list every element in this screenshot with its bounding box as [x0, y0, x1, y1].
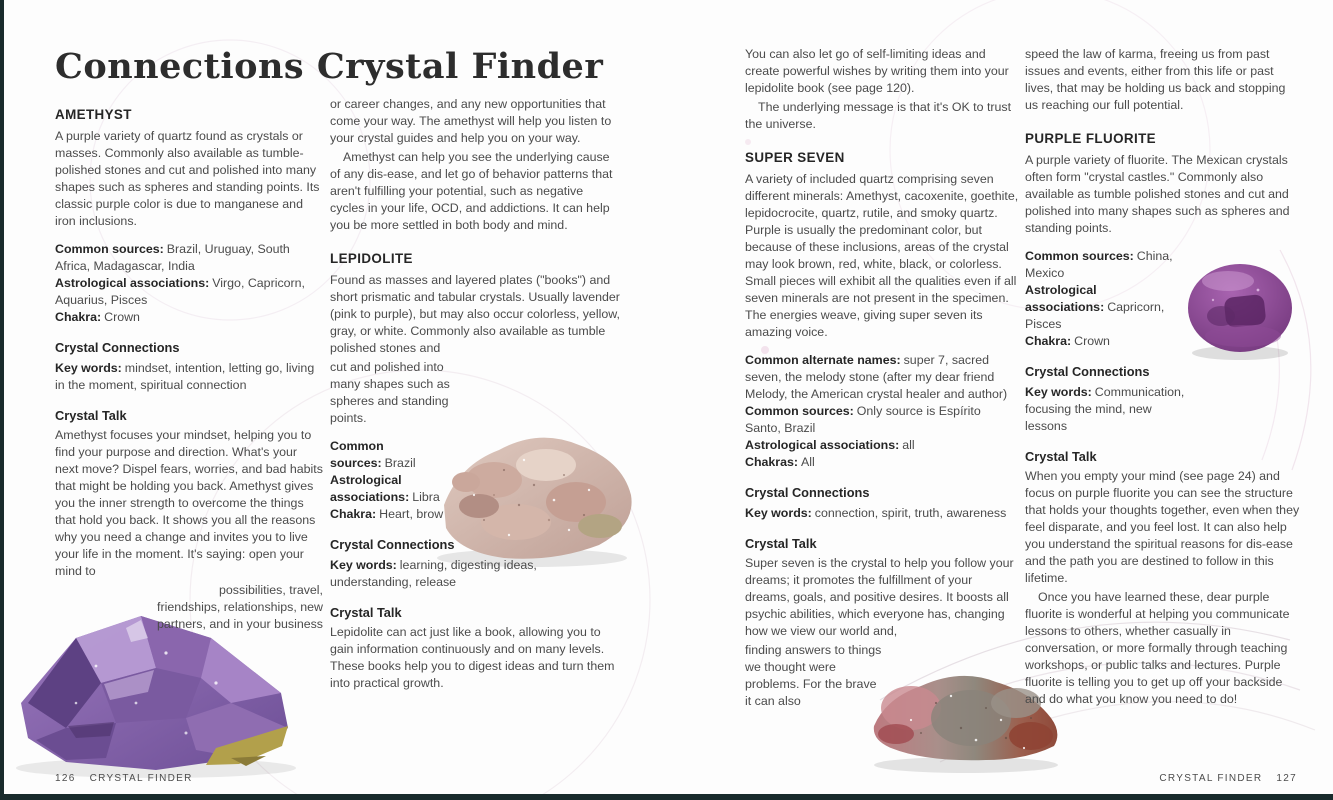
super-seven-intro: A variety of included quartz comprising seven different minerals: Amethyst, cacoxenite, goethite, lepidocrocite, quartz, rutile, and smoky quartz. Purple is usually the predominant color, but because of these inclusions, areas of the crystal may look brown, red, white, black, or colorless. Small pieces will exhibit all the qualities even if all seven minerals are not present in the specimen. The energies weave, giving super seven its amazing voice.	[745, 172, 1019, 340]
running-head-left: CRYSTAL FINDER	[89, 773, 193, 784]
left-page-column-2	[330, 96, 620, 694]
super-seven-alternate-names: Common alternate names: super 7, sacred seven, the melody stone (after my dear friend Melody, the American crystal healer and author)	[745, 353, 1008, 402]
super-seven-meta	[745, 352, 1019, 471]
amethyst-intro: A purple variety of quartz found as crystals or masses. Commonly also available as tumble-polished stones and cut and polished into many shapes such as spheres and standing points. Its classic purple color is due to manganese and iron inclusions.	[55, 129, 320, 229]
amethyst-chakra: Chakra: Crown	[55, 310, 140, 325]
lepidolite-astrological-associations: Astrological associations: Libra	[330, 473, 440, 505]
amethyst-talk-paragraph: Amethyst focuses your mindset, helping you to find your purpose and direction. What's your next move? Dispel fears, worries, and bad habits that might be holding you back. Amethyst gives you the inner strength to overcome the things that hold you back. It shows you all the reasons why you need a change and invites you to live your life in the moment. It's saying: open your mind to	[55, 428, 323, 579]
amethyst-talk-continued: or career changes, and any new opportunities that come your way. The amethyst will help you listen to your crystal guides and help you on your way.	[330, 97, 612, 145]
super-seven-astrological-associations: Astrological associations: all	[745, 438, 915, 453]
purple-fluorite-chakra: Chakra: Crown	[1025, 334, 1110, 349]
super-seven-talk-wrapped-tail: finding answers to things we thought were problems. For the brave it can also	[745, 642, 882, 708]
super-seven-common-sources: Common sources: Only source is Espírito Santo, Brazil	[745, 404, 981, 436]
purple-fluorite-crystal-talk-heading: Crystal Talk	[1025, 448, 1097, 464]
amethyst-key-words: Key words: mindset, intention, letting go, living in the moment, spiritual connection	[55, 360, 315, 392]
lepidolite-talk-continued-2: The underlying message is that it's OK to trust the universe.	[745, 99, 1012, 131]
amethyst-astrological-associations: Astrological associations: Virgo, Capricorn, Aquarius, Pisces	[55, 276, 305, 308]
amethyst-common-sources: Common sources: Brazil, Uruguay, South Africa, Madagascar, India	[55, 242, 290, 274]
purple-fluorite-common-sources: Common sources: China, Mexico	[1025, 249, 1173, 281]
super-seven-crystal-connections-heading: Crystal Connections	[745, 485, 870, 501]
amethyst-talk-wrapped-tail: possibilities, travel, friendships, relationships, new partners, and in your business	[157, 583, 323, 632]
lepidolite-crystal-talk-heading: Crystal Talk	[330, 604, 402, 620]
purple-fluorite-talk-paragraph: When you empty your mind (see page 24) and focus on purple fluorite you can see the structure that holds your thoughts together, even when they feel disparate, and you feel lost. It can also help you understand the spiritual reasons for dis-ease and the path you are destined to follow in this lifetime.	[1025, 469, 1300, 586]
lepidolite-key-words: Key words: learning, digesting ideas, understanding, release	[330, 557, 537, 589]
super-seven-chakras: Chakras: All	[745, 455, 815, 470]
amethyst-crystal-talk-heading: Crystal Talk	[55, 407, 127, 423]
purple-fluorite-heading: PURPLE FLUORITE	[1025, 130, 1156, 146]
left-page-column-1	[55, 106, 323, 635]
lepidolite-meta	[330, 438, 450, 523]
footer-right	[1159, 773, 1297, 784]
running-head-right: CRYSTAL FINDER	[1159, 773, 1263, 784]
book-edge-left	[0, 0, 4, 800]
super-seven-heading: SUPER SEVEN	[745, 149, 845, 165]
lepidolite-talk-paragraph: Lepidolite can act just like a book, allowing you to gain information continuously and on many levels. These books help you to digest ideas and turn them into practical growth.	[330, 625, 615, 690]
super-seven-talk-continued: speed the law of karma, freeing us from past issues and events, either from this life or past lives, that may be holding us back and stopping us reaching our full potential.	[1025, 47, 1286, 112]
purple-fluorite-meta	[1025, 248, 1197, 434]
amethyst-talk-continued-2: Amethyst can help you see the underlying cause of any dis-ease, and let go of behavior patterns that aren't fulfilling your potential, such as negative cycles in your life, OCD, and addictions. It can help you be more settled in both body and mind.	[330, 149, 613, 232]
lepidolite-intro-wrapped: cut and polished into many shapes such as spheres and standing points.	[330, 360, 450, 426]
lepidolite-common-sources: Common sources: Brazil	[330, 439, 416, 471]
lepidolite-talk-continued: You can also let go of self-limiting ideas and create powerful wishes by writing them into your lepidolite book (see page 120).	[745, 47, 1009, 95]
right-page-column-1	[745, 46, 1019, 712]
page-number-left: 126	[55, 773, 76, 784]
lepidolite-chakra: Chakra: Heart, brow	[330, 507, 444, 522]
amethyst-crystal-connections-heading: Crystal Connections	[55, 340, 180, 356]
book-edge-bottom	[0, 794, 1333, 800]
right-page-column-2	[1025, 46, 1300, 710]
super-seven-talk-paragraph: Super seven is the crystal to help you follow your dreams; it promotes the fulfillment of your dreams, goals, and positive desires. It boosts all psychic abilities, which everyone has, changing how we view our world and,	[745, 556, 1014, 638]
amethyst-meta	[55, 241, 323, 326]
page-title: Connections Crystal Finder	[55, 46, 604, 87]
super-seven-key-words: Key words: connection, spirit, truth, awareness	[745, 505, 1007, 520]
amethyst-heading: AMETHYST	[55, 107, 132, 122]
lepidolite-heading: LEPIDOLITE	[330, 250, 413, 266]
super-seven-crystal-talk-heading: Crystal Talk	[745, 535, 817, 551]
lepidolite-intro: Found as masses and layered plates ("books") and short prismatic and tabular crystals. Usually lavender (pink to purple), but may also occur colorless, yellow, gray, or white. Commonly also available as tumble polished stones and	[330, 273, 620, 356]
purple-fluorite-key-words: Key words: Communication, focusing the mind, new lessons	[1025, 384, 1185, 433]
purple-fluorite-talk-paragraph-2: Once you have learned these, dear purple fluorite is wonderful at helping you communicate lessons to others, whether casually in conversation, or more formally through teaching workshops, or public talks and lectures. Purple fluorite is telling you to get up off your backside and do what you know you need to do!	[1025, 590, 1290, 706]
footer-left	[55, 773, 193, 784]
purple-fluorite-crystal-connections-heading: Crystal Connections	[1025, 364, 1150, 380]
purple-fluorite-astrological-associations: Astrological associations: Capricorn, Pisces	[1025, 283, 1165, 332]
purple-fluorite-intro: A purple variety of fluorite. The Mexican crystals often form "crystal castles." Commonly also available as tumble polished stones and cut and polished into many shapes such as spheres and standing points.	[1025, 153, 1290, 236]
lepidolite-crystal-connections-heading: Crystal Connections	[330, 537, 455, 553]
page-number-right: 127	[1276, 773, 1297, 784]
